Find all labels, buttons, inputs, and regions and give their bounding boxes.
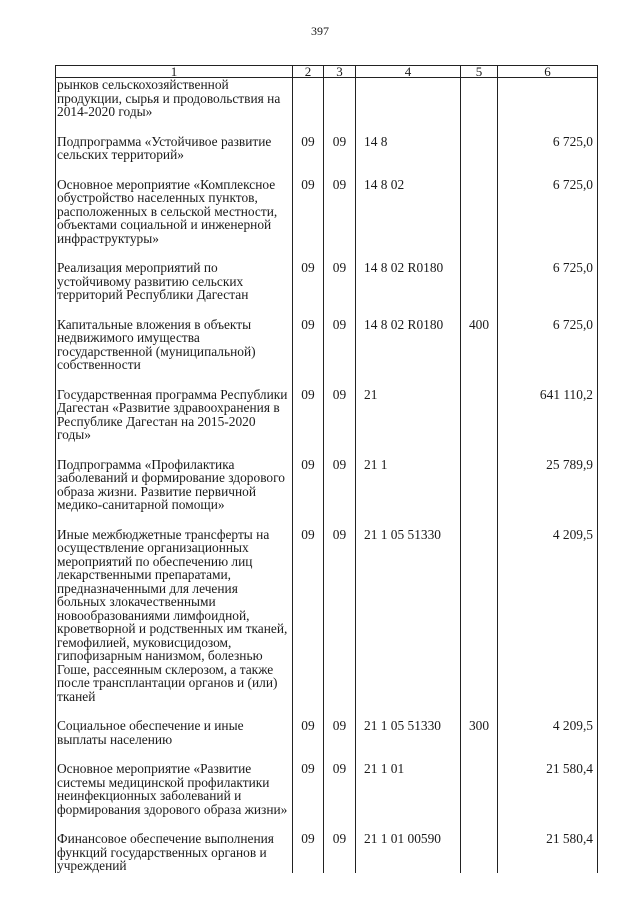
table-row xyxy=(56,261,598,302)
row-amount: 6 725,0 xyxy=(498,261,598,302)
row-name: Социальное обеспечение и иные выплаты населению xyxy=(56,719,293,746)
row-spacer xyxy=(56,245,598,261)
header-col-2: 2 xyxy=(293,66,324,78)
table-row xyxy=(56,762,598,816)
row-subsection: 09 xyxy=(324,719,356,746)
row-name: Реализация мероприятий по устойчивому развитию сельских территорий Республики Дагестан xyxy=(56,261,293,302)
row-target-article: 21 1 01 xyxy=(356,762,461,816)
row-subsection: 09 xyxy=(324,318,356,372)
row-section: 09 xyxy=(293,458,324,512)
row-target-article: 14 8 xyxy=(356,135,461,162)
table-body xyxy=(56,78,598,873)
row-amount: 6 725,0 xyxy=(498,135,598,162)
row-amount: 21 580,4 xyxy=(498,832,598,873)
row-subsection: 09 xyxy=(324,528,356,704)
row-amount: 4 209,5 xyxy=(498,528,598,704)
row-expense-type xyxy=(461,261,498,302)
page-number: 397 xyxy=(311,24,329,38)
row-name: Основное мероприятие «Комплексное обустройство населенных пунктов, расположенных в сельской местности, объектами социальной и инженерной инфраструктуры» xyxy=(56,178,293,246)
row-name: Иные межбюджетные трансферты на осуществление организационных мероприятий по обеспечению лиц лекарственными препаратами, предназначенными для лечения больных злокачественными новообразованиями лимфоидной, кроветворной и родственных им тканей, гемофилией, муковисцидозом, гипофизарным нанизмом, болезнью Гоше, рассеянным склерозом, а также после трансплантации органов и (или) тканей xyxy=(56,528,293,704)
row-amount: 6 725,0 xyxy=(498,178,598,246)
row-expense-type: 300 xyxy=(461,719,498,746)
row-section: 09 xyxy=(293,135,324,162)
row-name: Подпрограмма «Профилактика заболеваний и формирование здорового образа жизни. Развитие первичной медико-санитарной помощи» xyxy=(56,458,293,512)
row-target-article: 21 1 01 00590 xyxy=(356,832,461,873)
header-col-4: 4 xyxy=(356,66,461,78)
row-expense-type xyxy=(461,388,498,442)
row-target-article: 21 1 05 51330 xyxy=(356,719,461,746)
row-expense-type: 400 xyxy=(461,318,498,372)
row-subsection: 09 xyxy=(324,458,356,512)
row-target-article: 14 8 02 R0180 xyxy=(356,261,461,302)
row-spacer xyxy=(56,442,598,458)
row-spacer xyxy=(56,746,598,762)
row-spacer xyxy=(56,512,598,528)
table-row xyxy=(56,388,598,442)
row-spacer xyxy=(56,372,598,388)
row-amount: 25 789,9 xyxy=(498,458,598,512)
row-section: 09 xyxy=(293,261,324,302)
row-spacer xyxy=(56,816,598,832)
row-expense-type xyxy=(461,458,498,512)
table-row xyxy=(56,528,598,704)
header-col-1: 1 xyxy=(56,66,293,78)
row-expense-type xyxy=(461,832,498,873)
row-name: Капитальные вложения в объекты недвижимого имущества государственной (муниципальной) собственности xyxy=(56,318,293,372)
row-name: Государственная программа Республики Дагестан «Развитие здравоохранения в Республике Дагестан на 2015-2020 годы» xyxy=(56,388,293,442)
row-name: Основное мероприятие «Развитие системы медицинской профилактики неинфекционных заболеваний и формирования здорового образа жизни» xyxy=(56,762,293,816)
row-subsection: 09 xyxy=(324,762,356,816)
row-spacer xyxy=(56,162,598,178)
row-section: 09 xyxy=(293,178,324,246)
row-spacer xyxy=(56,302,598,318)
row-target-article: 21 xyxy=(356,388,461,442)
row-section: 09 xyxy=(293,832,324,873)
table-row xyxy=(56,178,598,246)
header-col-6: 6 xyxy=(498,66,598,78)
row-section: 09 xyxy=(293,388,324,442)
table-row xyxy=(56,719,598,746)
continuation-row xyxy=(56,78,598,119)
row-spacer xyxy=(56,703,598,719)
header-row xyxy=(56,66,598,78)
row-subsection: 09 xyxy=(324,388,356,442)
row-name: Финансовое обеспечение выполнения функций государственных органов и учреждений xyxy=(56,832,293,873)
row-name: Подпрограмма «Устойчивое развитие сельских территорий» xyxy=(56,135,293,162)
table-row xyxy=(56,458,598,512)
table-row xyxy=(56,832,598,873)
header-col-5: 5 xyxy=(461,66,498,78)
row-amount: 6 725,0 xyxy=(498,318,598,372)
row-amount: 21 580,4 xyxy=(498,762,598,816)
row-section: 09 xyxy=(293,719,324,746)
row-expense-type xyxy=(461,762,498,816)
row-section: 09 xyxy=(293,762,324,816)
row-spacer xyxy=(56,119,598,135)
row-subsection: 09 xyxy=(324,178,356,246)
row-expense-type xyxy=(461,178,498,246)
row-subsection: 09 xyxy=(324,135,356,162)
row-target-article: 14 8 02 R0180 xyxy=(356,318,461,372)
row-expense-type xyxy=(461,528,498,704)
table-row xyxy=(56,318,598,372)
row-section: 09 xyxy=(293,528,324,704)
row-subsection: 09 xyxy=(324,261,356,302)
row-section: 09 xyxy=(293,318,324,372)
row-amount: 4 209,5 xyxy=(498,719,598,746)
table-row xyxy=(56,135,598,162)
header-col-3: 3 xyxy=(324,66,356,78)
row-subsection: 09 xyxy=(324,832,356,873)
budget-table xyxy=(55,65,598,873)
row-target-article: 14 8 02 xyxy=(356,178,461,246)
row-expense-type xyxy=(461,135,498,162)
row-target-article: 21 1 05 51330 xyxy=(356,528,461,704)
row-name: рынков сельскохозяйственной продукции, сырья и продовольствия на 2014-2020 годы» xyxy=(56,78,293,119)
row-amount: 641 110,2 xyxy=(498,388,598,442)
row-target-article: 21 1 xyxy=(356,458,461,512)
